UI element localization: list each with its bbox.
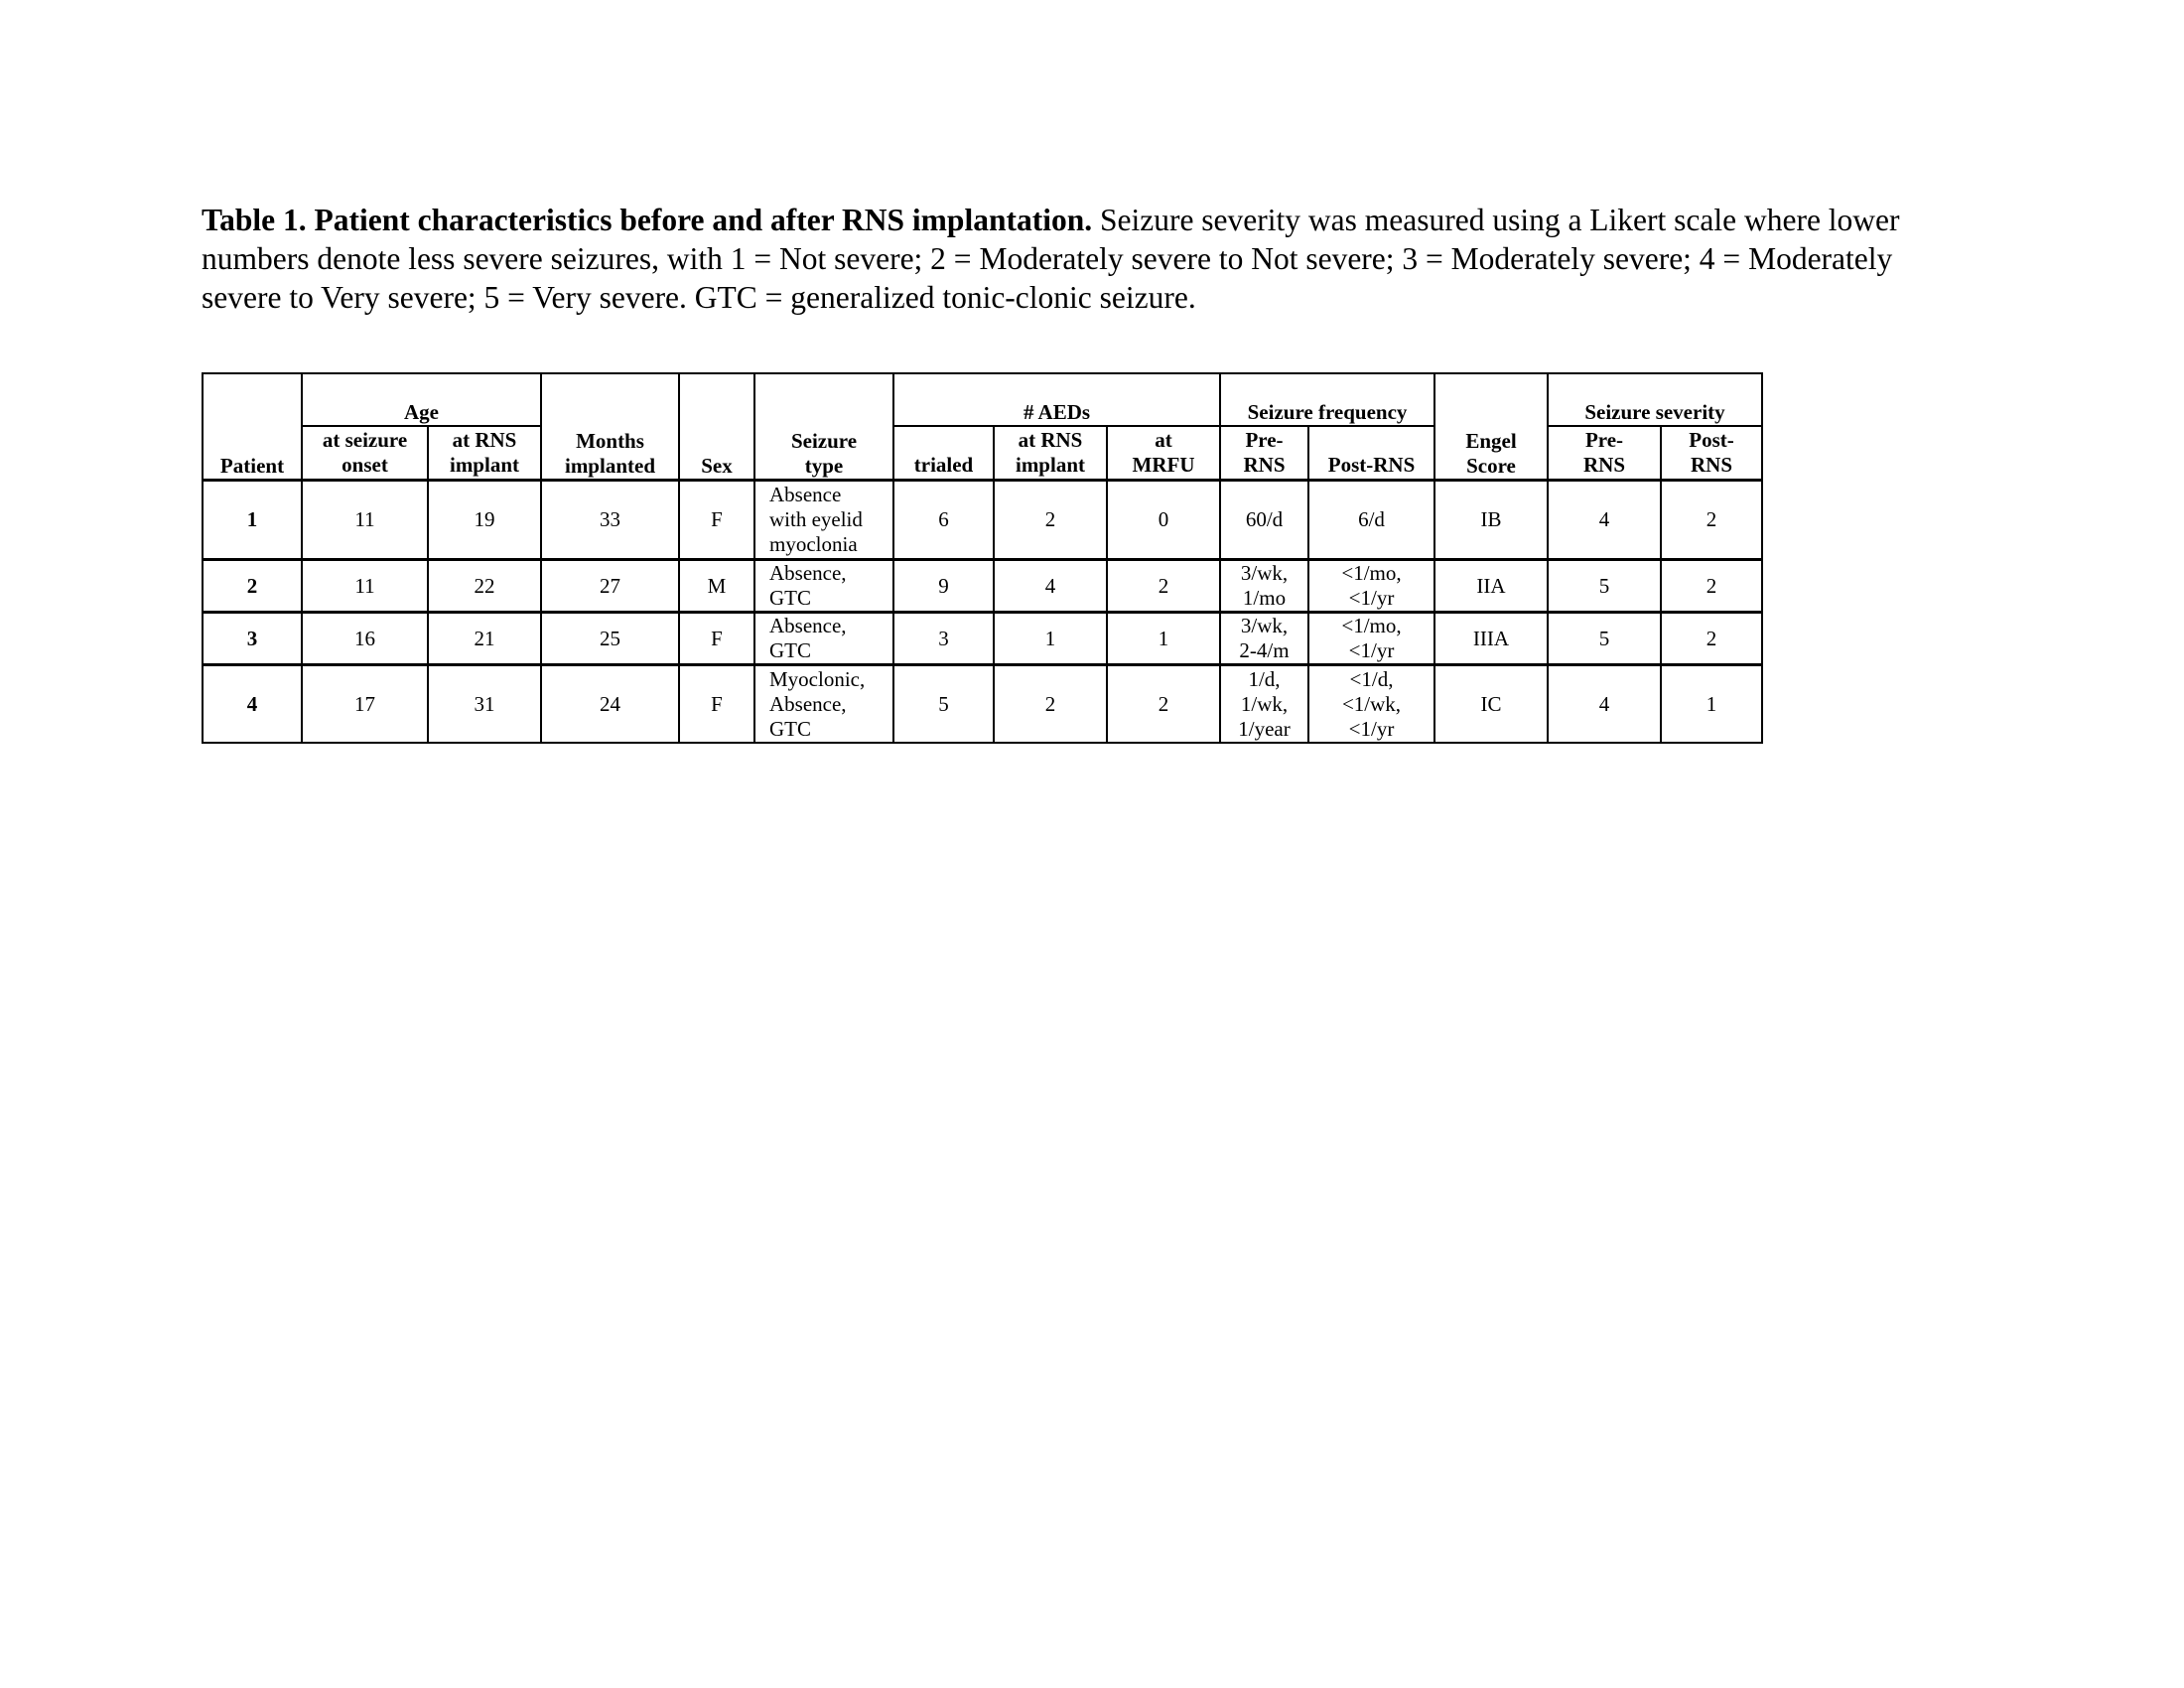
- cell-engel-score: IIA: [1434, 560, 1548, 613]
- table-body: [203, 481, 1762, 744]
- cell-severity-pre: 4: [1548, 481, 1661, 560]
- cell-engel-score: IIIA: [1434, 613, 1548, 665]
- cell-months-implanted: 33: [541, 481, 679, 560]
- header-group-seizure-frequency: Seizure frequency: [1220, 373, 1434, 426]
- cell-severity-post: 2: [1661, 613, 1762, 665]
- table-caption: [202, 201, 1979, 317]
- cell-aed-mrfu: 1: [1107, 613, 1220, 665]
- cell-severity-post: 2: [1661, 560, 1762, 613]
- cell-frequency-pre: 60/d: [1220, 481, 1308, 560]
- cell-age-onset: 17: [302, 665, 428, 744]
- cell-months-implanted: 27: [541, 560, 679, 613]
- cell-engel-score: IC: [1434, 665, 1548, 744]
- table-row: [203, 613, 1762, 665]
- header-aed-mrfu: at MRFU: [1107, 426, 1220, 481]
- cell-aed-trialed: 5: [893, 665, 994, 744]
- cell-sex: F: [679, 613, 754, 665]
- cell-aed-implant: 1: [994, 613, 1107, 665]
- cell-patient: 2: [203, 560, 302, 613]
- cell-frequency-post: <1/mo, <1/yr: [1308, 560, 1434, 613]
- cell-aed-mrfu: 0: [1107, 481, 1220, 560]
- cell-age-onset: 11: [302, 481, 428, 560]
- cell-engel-score: IB: [1434, 481, 1548, 560]
- cell-seizure-type: Absence, GTC: [754, 560, 893, 613]
- header-seizure-type: Seizure type: [754, 373, 893, 481]
- header-aed-trialed: trialed: [893, 426, 994, 481]
- cell-seizure-type: Absence, GTC: [754, 613, 893, 665]
- cell-sex: F: [679, 481, 754, 560]
- header-severity-post: Post- RNS: [1661, 426, 1762, 481]
- header-frequency-pre: Pre- RNS: [1220, 426, 1308, 481]
- cell-aed-implant: 4: [994, 560, 1107, 613]
- header-age-implant: at RNS implant: [428, 426, 541, 481]
- cell-frequency-pre: 1/d, 1/wk, 1/year: [1220, 665, 1308, 744]
- cell-frequency-post: <1/d, <1/wk, <1/yr: [1308, 665, 1434, 744]
- cell-aed-trialed: 3: [893, 613, 994, 665]
- patient-characteristics-table: [202, 372, 1763, 744]
- cell-frequency-pre: 3/wk, 1/mo: [1220, 560, 1308, 613]
- table-row: [203, 560, 1762, 613]
- header-sex: Sex: [679, 373, 754, 481]
- header-severity-pre: Pre- RNS: [1548, 426, 1661, 481]
- cell-severity-post: 2: [1661, 481, 1762, 560]
- cell-patient: 1: [203, 481, 302, 560]
- header-row-groups: [203, 373, 1762, 426]
- cell-aed-trialed: 9: [893, 560, 994, 613]
- header-group-age: Age: [302, 373, 541, 426]
- table-row: [203, 481, 1762, 560]
- caption-text: Seizure severity was measured using a Likert scale where lower numbers denote less severe seizures, with 1 = Not severe; 2 = Moderately severe to Not severe; 3 = Moderately severe; 4 = Moderately severe to Very severe; 5 = Very severe. GTC = generalized tonic-clonic seizure.: [202, 203, 1900, 315]
- cell-sex: F: [679, 665, 754, 744]
- cell-aed-implant: 2: [994, 481, 1107, 560]
- cell-age-onset: 11: [302, 560, 428, 613]
- cell-age-implant: 22: [428, 560, 541, 613]
- cell-aed-mrfu: 2: [1107, 665, 1220, 744]
- cell-aed-implant: 2: [994, 665, 1107, 744]
- caption-title: Table 1. Patient characteristics before and after RNS implantation.: [202, 203, 1093, 237]
- cell-seizure-type: Myoclonic, Absence, GTC: [754, 665, 893, 744]
- cell-severity-pre: 4: [1548, 665, 1661, 744]
- header-aed-implant: at RNS implant: [994, 426, 1107, 481]
- cell-frequency-pre: 3/wk, 2-4/m: [1220, 613, 1308, 665]
- cell-frequency-post: 6/d: [1308, 481, 1434, 560]
- header-patient: Patient: [203, 373, 302, 481]
- cell-frequency-post: <1/mo, <1/yr: [1308, 613, 1434, 665]
- header-group-aeds: # AEDs: [893, 373, 1220, 426]
- cell-age-onset: 16: [302, 613, 428, 665]
- header-age-onset: at seizure onset: [302, 426, 428, 481]
- cell-aed-mrfu: 2: [1107, 560, 1220, 613]
- cell-months-implanted: 24: [541, 665, 679, 744]
- cell-severity-pre: 5: [1548, 613, 1661, 665]
- cell-age-implant: 21: [428, 613, 541, 665]
- cell-patient: 3: [203, 613, 302, 665]
- cell-seizure-type: Absence with eyelid myoclonia: [754, 481, 893, 560]
- cell-severity-post: 1: [1661, 665, 1762, 744]
- cell-age-implant: 19: [428, 481, 541, 560]
- header-group-seizure-severity: Seizure severity: [1548, 373, 1762, 426]
- header-engel-score: Engel Score: [1434, 373, 1548, 481]
- cell-sex: M: [679, 560, 754, 613]
- cell-aed-trialed: 6: [893, 481, 994, 560]
- cell-months-implanted: 25: [541, 613, 679, 665]
- cell-patient: 4: [203, 665, 302, 744]
- table-row: [203, 665, 1762, 744]
- cell-age-implant: 31: [428, 665, 541, 744]
- table-header: [203, 373, 1762, 481]
- cell-severity-pre: 5: [1548, 560, 1661, 613]
- header-months-implanted: Months implanted: [541, 373, 679, 481]
- header-frequency-post: Post-RNS: [1308, 426, 1434, 481]
